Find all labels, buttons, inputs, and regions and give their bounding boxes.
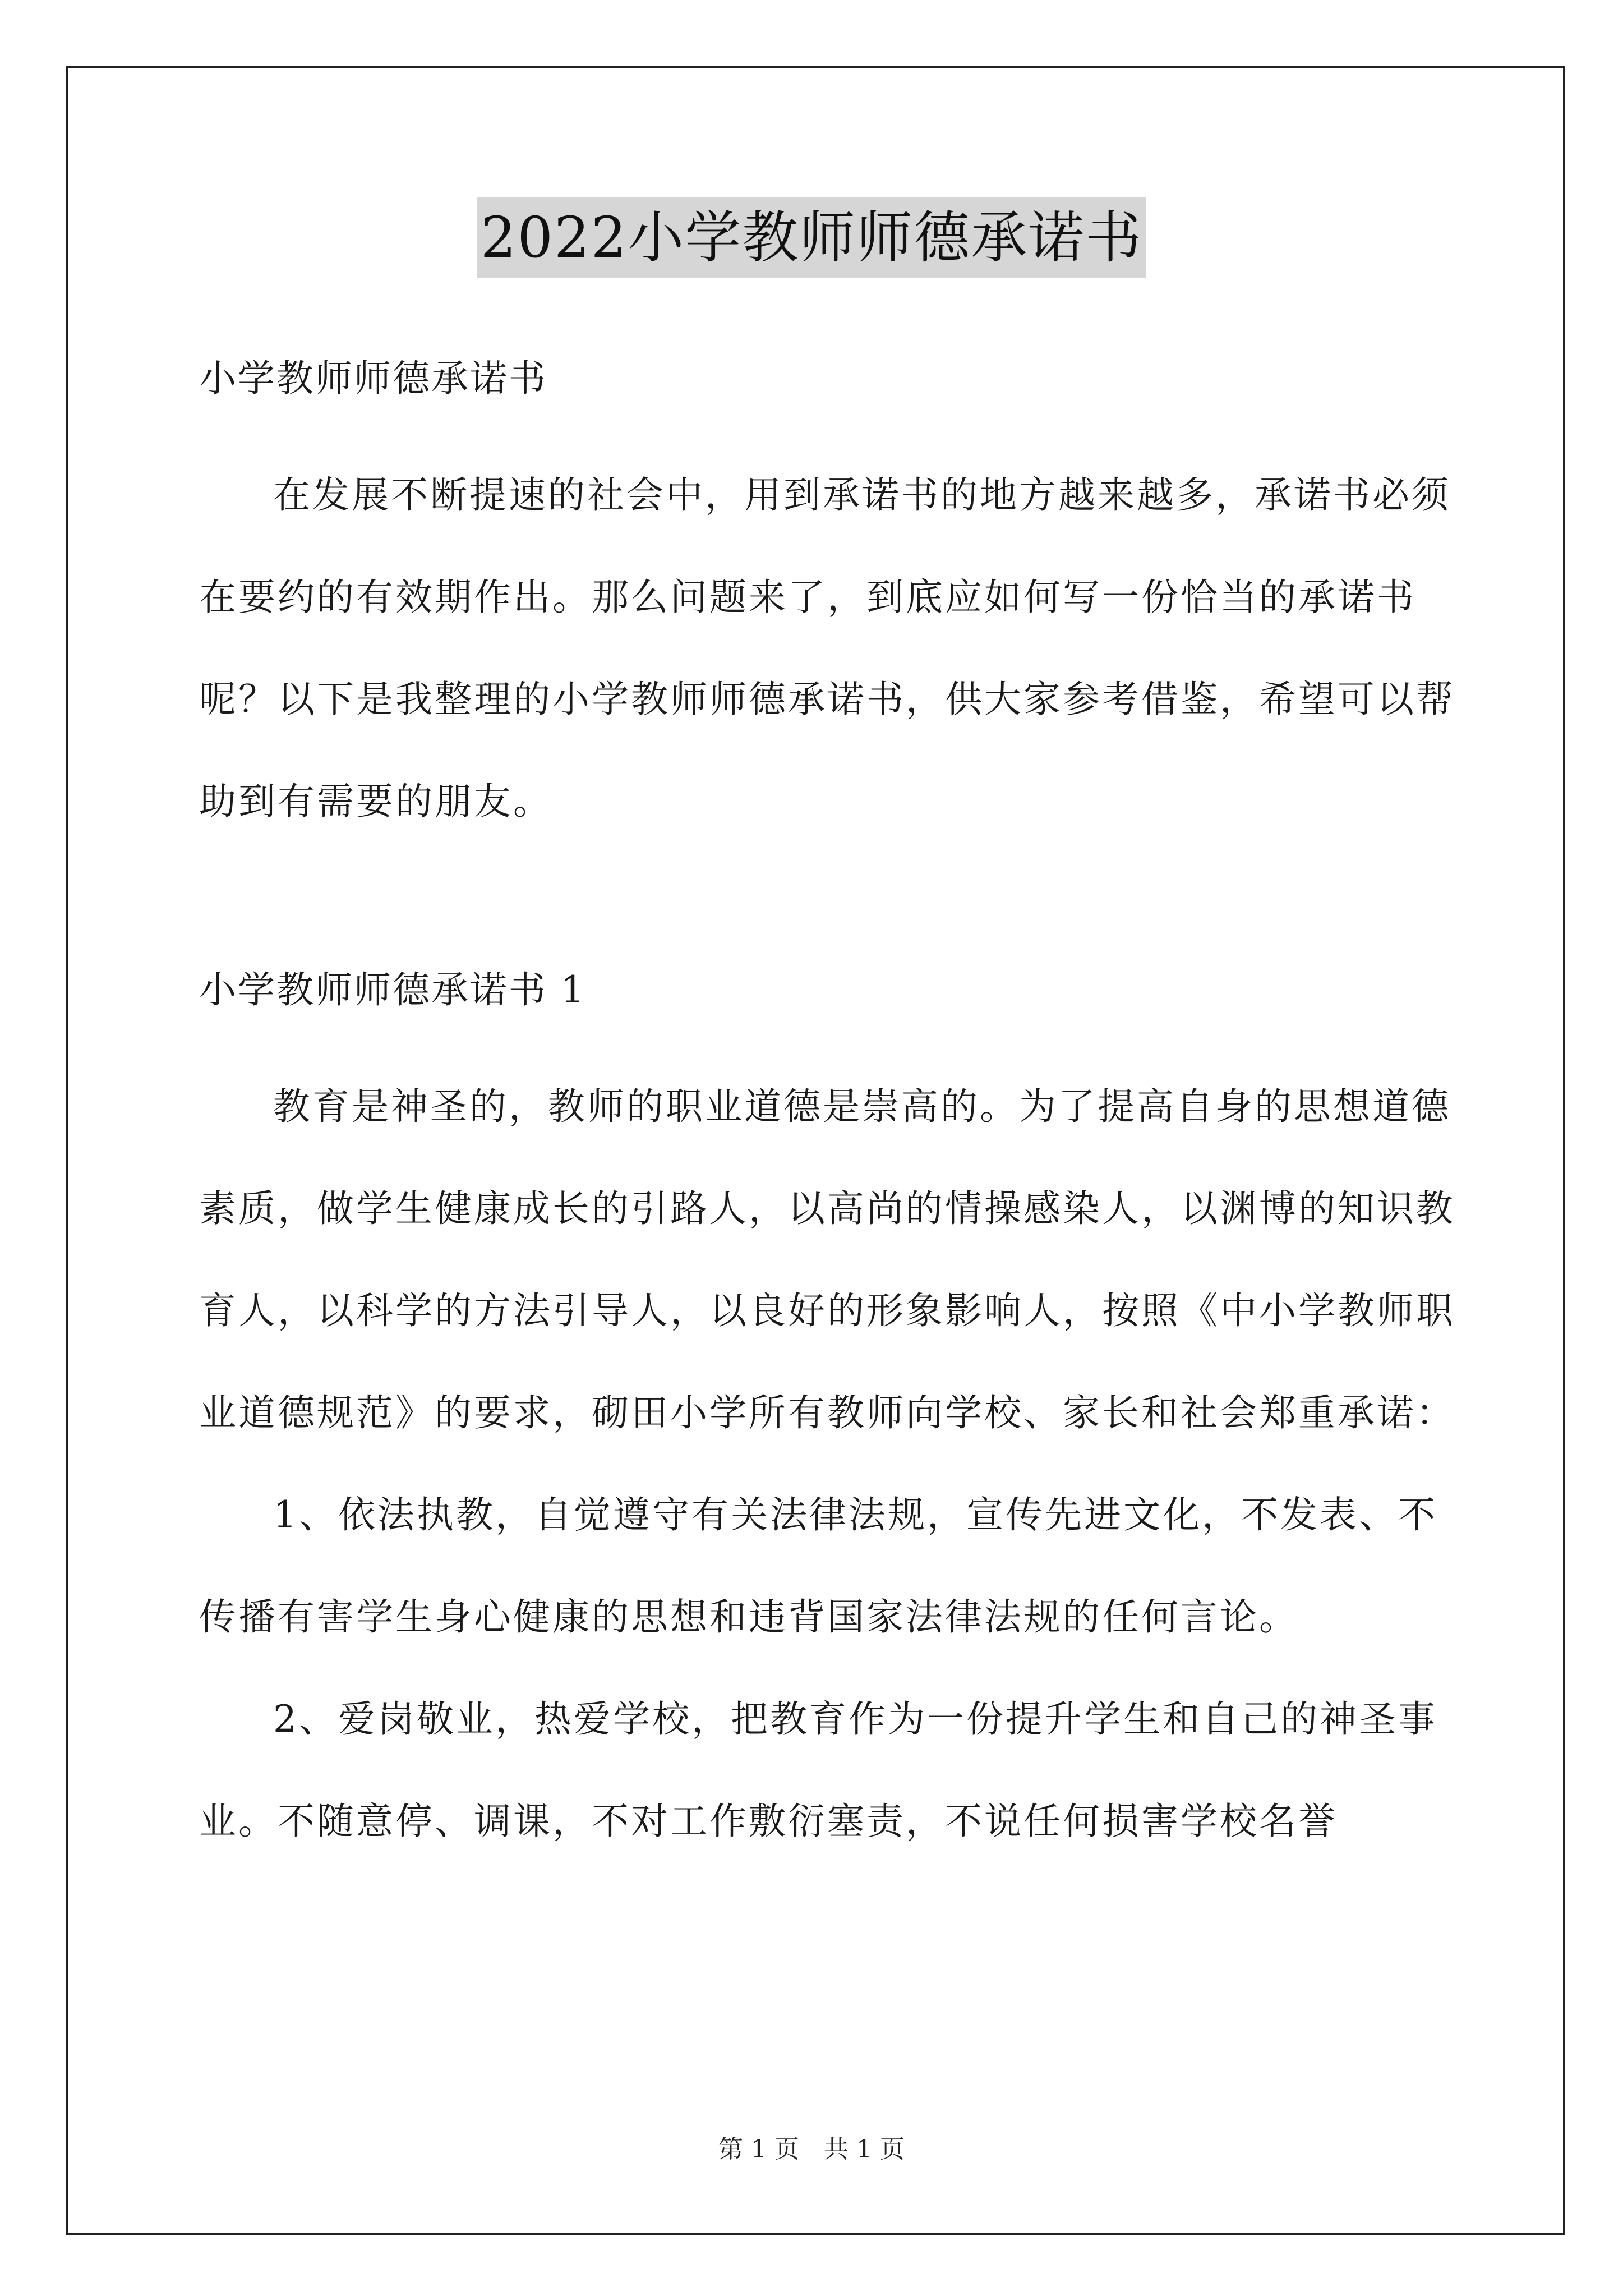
section1-item: 2、爱岗敬业，热爱学校，把教育作为一份提升学生和自己的神圣事业。不随意停、调课，不对工作敷衍塞责，不说任何损害学校名誉	[199, 1697, 1437, 1843]
spacer	[199, 404, 1464, 444]
intro-paragraph: 在发展不断提速的社会中，用到承诺书的地方越来越多，承诺书必须在要约的有效期作出。那么问题来了，到底应如何写一份恰当的承诺书呢？以下是我整理的小学教师师德承诺书，供大家参考借鉴，希望可以帮助到有需要的朋友。	[199, 473, 1455, 823]
section1-heading: 小学教师师德承诺书 1	[199, 968, 586, 1011]
page-footer: 第 1 页 共 1 页	[718, 2135, 905, 2164]
intro-heading: 小学教师师德承诺书	[199, 357, 547, 400]
title-container	[0, 197, 1623, 278]
spacer	[199, 853, 1464, 965]
document-body	[199, 353, 1464, 1872]
spacer	[199, 1015, 1464, 1056]
document-title: 2022小学教师师德承诺书	[477, 197, 1146, 278]
section1-item: 1、依法执教，自觉遵守有关法律法规，宣传先进文化，不发表、不传播有害学生身心健康的思想和违背国家法律法规的任何言论。	[199, 1493, 1437, 1639]
section1-paragraph: 教育是神圣的，教师的职业道德是崇高的。为了提高自身的思想道德素质，做学生健康成长的引路人，以高尚的情操感染人，以渊博的知识教育人，以科学的方法引导人，以良好的形象影响人，按照《中小学教师职业道德规范》的要求，砌田小学所有教师向学校、家长和社会郑重承诺：	[199, 1085, 1455, 1434]
